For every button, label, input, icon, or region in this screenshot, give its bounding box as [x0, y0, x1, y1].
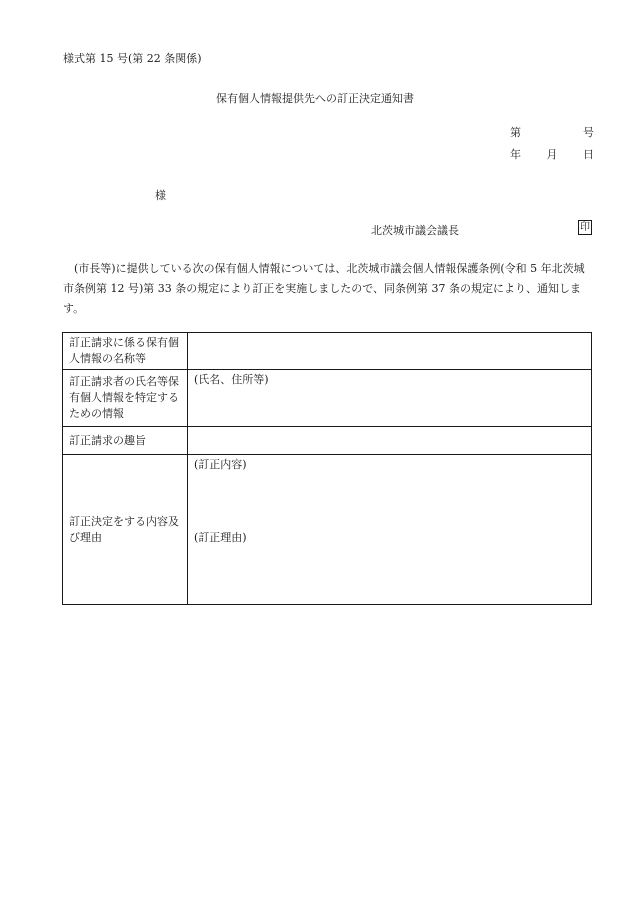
row-value-purpose [188, 427, 592, 455]
seal-mark: 印 [580, 222, 590, 233]
recipient-honorific: 様 [155, 189, 166, 202]
row-label-info-name: 訂正請求に係る保有個人情報の名称等 [63, 333, 188, 370]
row-value-decision [188, 455, 592, 605]
document-title: 保有個人情報提供先への訂正決定通知書 [216, 92, 414, 105]
table-row [63, 370, 592, 427]
table-row [63, 427, 592, 455]
body-paragraph: (市長等)に提供している次の保有個人情報については、北茨城市議会個人情報保護条例(令和 5 年北茨城市条例第 12 号)第 33 条の規定により訂正を実施しましたので、同条例第 37 条の規定により、通知します。 [63, 262, 585, 315]
row-value-info-name [188, 333, 592, 370]
correction-reason-label: (訂正理由) [194, 531, 247, 544]
number-suffix: 号 [583, 126, 594, 139]
row-label-purpose: 訂正請求の趣旨 [63, 427, 188, 455]
correction-content-label: (訂正内容) [194, 458, 247, 471]
date-row [510, 146, 594, 162]
table-row [63, 333, 592, 370]
row-label-requester: 訂正請求者の氏名等保有個人情報を特定するための情報 [63, 370, 188, 427]
month-label: 月 [546, 148, 558, 161]
row-label-decision: 訂正決定をする内容及び理由 [63, 455, 188, 605]
form-number: 様式第 15 号(第 22 条関係) [63, 52, 202, 65]
info-table [62, 332, 592, 605]
issuer-name: 北茨城市議会議長 [371, 224, 459, 237]
number-prefix: 第 [510, 126, 521, 139]
document-number-row [510, 124, 594, 140]
year-label: 年 [510, 148, 521, 161]
day-label: 日 [583, 148, 594, 161]
row-value-requester: (氏名、住所等) [188, 370, 592, 427]
table-row [63, 455, 592, 605]
